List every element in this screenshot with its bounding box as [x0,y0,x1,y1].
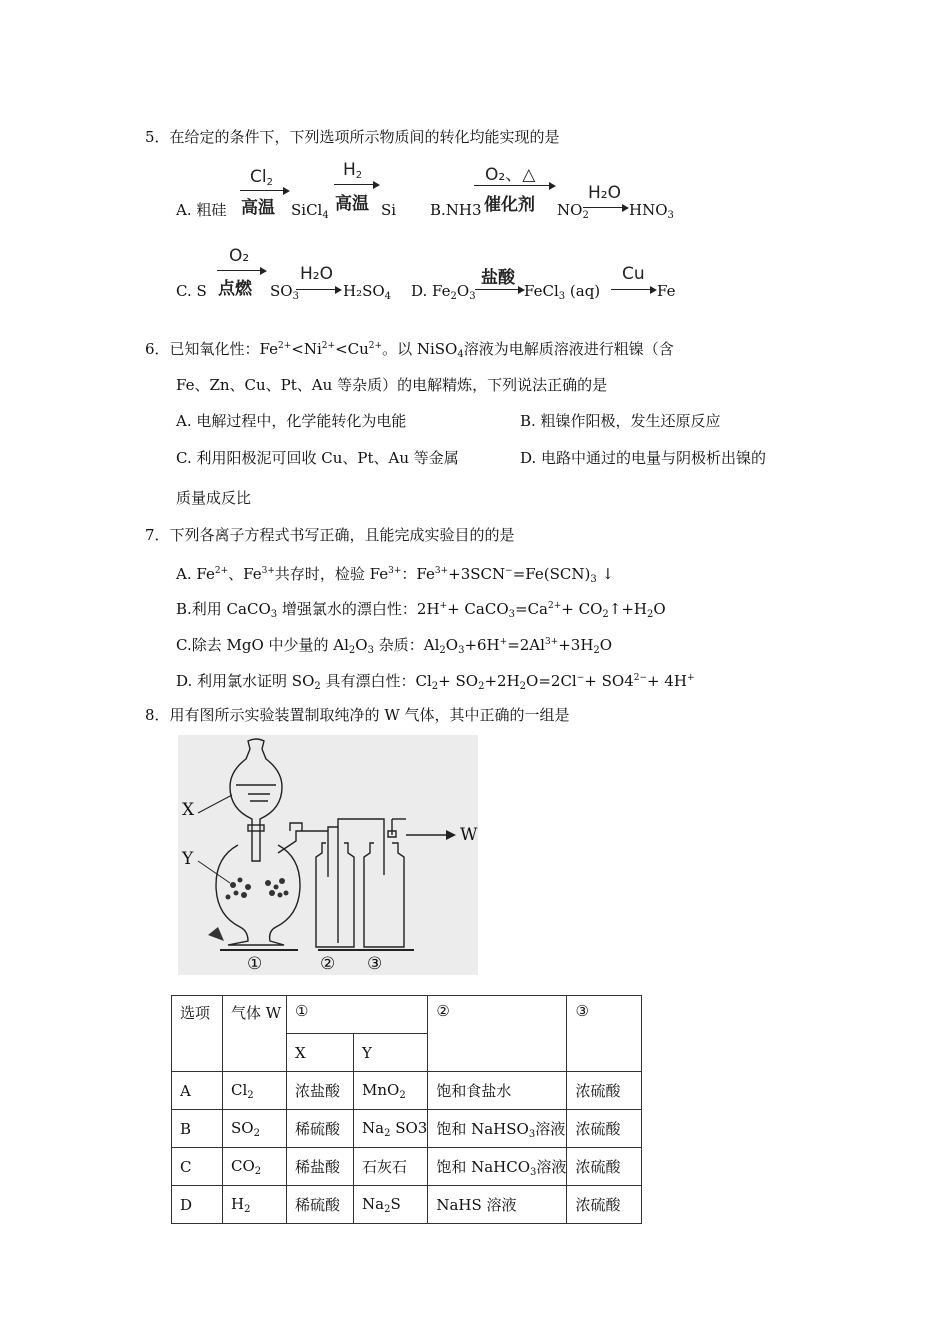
q5-b-product: $HNO_3$ [629,201,674,221]
q5-a-condition1-top: $Cl_2$ [250,167,273,188]
q5-a-condition2-bottom: 高温 [335,194,369,214]
q7-stem: 7．下列各离子方程式书写正确，且能完成实验目的的是 [145,526,515,544]
cell-gas: $H_2$ [223,1186,287,1224]
figure-label-y: Y [182,849,194,869]
cell-apparatus-3: 浓硫酸 [567,1072,642,1110]
q7-option-a: A. $Fe^{2+}$、$Fe^{3+}$共存时，检验 $Fe^{3+}$：$Fe^{3+}+3SCN^-=Fe(SCN)_3$ ↓ [176,565,615,585]
q5-option-c-label: C. S [176,282,207,300]
cell-gas: $Cl_2$ [223,1072,287,1110]
q5-d-condition2-top: Cu [622,264,645,284]
q5-c-arrow2 [296,289,340,290]
gas-apparatus-figure [178,735,478,975]
q6-option-d-continued: 质量成反比 [176,489,252,507]
q8-stem: 8．用有图所示实验装置制取纯净的 W 气体，其中正确的一组是 [145,706,570,724]
options-table [171,995,642,1224]
q5-a-condition1-bottom: 高温 [241,198,275,218]
q5-a-intermediate: SiCl$_4$ [291,201,329,221]
cell-apparatus-3: 浓硫酸 [567,1110,642,1148]
cell-y: 石灰石 [354,1148,428,1186]
cell-option: A [172,1072,223,1110]
q6-option-d: D. 电路中通过的电量与阴极析出镍的 [520,449,767,467]
header-apparatus-1: ① [287,996,428,1034]
q6-option-c: C. 利用阳极泥可回收 Cu、Pt、Au 等金属 [176,449,459,467]
figure-label-3: ③ [367,954,383,974]
figure-label-x: X [182,800,195,820]
q5-c-condition2-top: H₂O [300,264,333,284]
header-option: 选项 [172,996,223,1072]
cell-gas: $CO_2$ [223,1148,287,1186]
q6-option-a: A. 电解过程中，化学能转化为电能 [176,412,407,430]
q5-c-condition1-bottom: 点燃 [218,279,252,299]
q5-b-arrow2 [583,207,627,208]
q5-c-arrow1 [217,270,265,271]
q5-b-arrow1 [474,185,554,186]
q5-d-intermediate: FeCl$_3$ (aq) [524,282,601,302]
header-apparatus-2: ② [428,996,567,1072]
table-row [172,1110,642,1148]
cell-x: 稀盐酸 [287,1148,354,1186]
q5-c-product: $H_2SO_4$ [343,282,392,302]
cell-y: $Na_2S$ [354,1186,428,1224]
q6-stem-line2: Fe、Zn、Cu、Pt、Au 等杂质）的电解精炼，下列说法正确的是 [176,376,608,394]
q5-option-b-label: B.NH3 [430,201,482,219]
cell-option: C [172,1148,223,1186]
cell-y: $Na_2$ SO3 [354,1110,428,1148]
cell-x: 稀硫酸 [287,1110,354,1148]
q5-c-intermediate: $SO_3$ [270,282,299,302]
q7-option-b: B.利用 CaCO$_3$ 增强氯水的漂白性：$2H^++ CaCO_3=Ca^{2+}+$ $CO_2↑+H_2O$ [176,600,666,620]
q5-d-condition1-top: 盐酸 [481,268,515,288]
cell-y: MnO$_2$ [354,1072,428,1110]
cell-x: 稀硫酸 [287,1186,354,1224]
q6-stem: 6．已知氧化性：$Fe^{2+}<Ni^{2+}<Cu^{2+}$。以 NiSO$_4$溶液为电解质溶液进行粗镍（含 [145,340,674,360]
q5-a-arrow1 [240,190,288,191]
cell-option: D [172,1186,223,1224]
q5-d-arrow2 [611,289,655,290]
q5-c-condition1-top: O₂ [229,246,250,266]
q5-b-condition2-top: H₂O [588,183,621,203]
q5-b-condition1-top: O₂、△ [485,165,536,185]
table-row [172,1186,642,1224]
cell-option: B [172,1110,223,1148]
header-apparatus-3: ③ [567,996,642,1072]
q7-option-d: D. 利用氯水证明 $SO_2$ 具有漂白性：$Cl_2+ SO_2+2H_2O=2Cl^-+ SO4^{2-}+ 4H^+$ [176,672,695,692]
q5-a-product: Si [381,201,397,219]
cell-x: 浓盐酸 [287,1072,354,1110]
table-row [172,1072,642,1110]
cell-gas: $SO_2$ [223,1110,287,1148]
figure-label-1: ① [247,954,263,974]
header-y: Y [354,1034,428,1072]
q5-option-a-label: A. 粗硅 [176,201,227,219]
q5-stem: 5．在给定的条件下，下列选项所示物质间的转化均能实现的是 [145,128,560,146]
figure-label-2: ② [320,954,336,974]
cell-apparatus-2: 饱和 NaHSO$_3$溶液 [428,1110,567,1148]
q5-option-d-label: D. $Fe_2O_3$ [411,282,476,302]
header-x: X [287,1034,354,1072]
cell-apparatus-2: NaHS 溶液 [428,1186,567,1224]
q5-b-condition1-bottom: 催化剂 [484,195,535,215]
table-row [172,1148,642,1186]
cell-apparatus-2: 饱和 NaHCO$_3$溶液 [428,1148,567,1186]
figure-label-w: W [460,825,478,845]
header-gas: 气体 W [223,996,287,1072]
q5-d-product: Fe [657,282,676,300]
q6-option-b: B. 粗镍作阳极，发生还原反应 [520,412,721,430]
q5-a-arrow2 [334,184,378,185]
cell-apparatus-2: 饱和食盐水 [428,1072,567,1110]
q5-d-arrow1 [475,289,523,290]
q5-a-condition2-top: $H_2$ [343,160,363,181]
cell-apparatus-3: 浓硫酸 [567,1186,642,1224]
q7-option-c: C.除去 MgO 中少量的 $Al_2O_3$ 杂质：$Al_2O_3+6H^+=2Al^{3+}+3H_2O$ [176,636,613,656]
q5-b-intermediate: $NO_2$ [557,201,589,221]
cell-apparatus-3: 浓硫酸 [567,1148,642,1186]
